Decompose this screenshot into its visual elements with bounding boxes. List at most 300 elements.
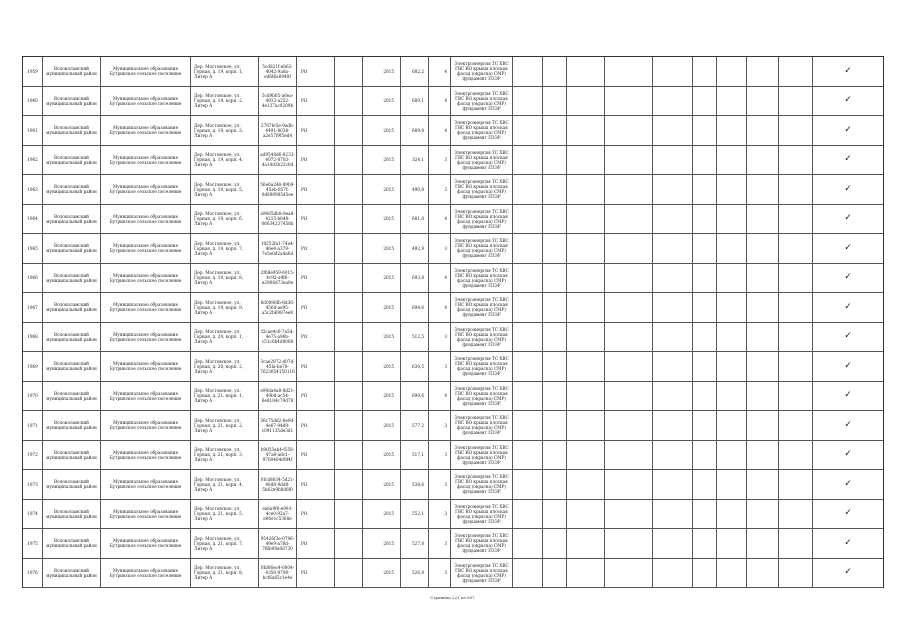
building-id-cell: 5cd821f-eb62-4042-9a8a-edfd6a8940f: [259, 57, 297, 86]
table-row: [23, 146, 883, 176]
municipality-cell: Муниципальное образование Бутринское сельское поселение: [101, 323, 191, 352]
empty-cell: [335, 529, 363, 558]
empty-cell: [335, 175, 363, 204]
empty-cell: [335, 57, 363, 86]
empty-cell: [653, 470, 693, 499]
floors-cell: 3: [429, 234, 451, 263]
empty-cell: [605, 382, 653, 411]
floors-cell: 3: [429, 411, 451, 440]
year-cell: 2015: [363, 87, 401, 116]
empty-cell: [653, 411, 693, 440]
row-number: 1967: [23, 293, 43, 322]
year-cell: 2015: [363, 205, 401, 234]
empty-cell: [543, 382, 567, 411]
empty-cell: [543, 559, 567, 588]
row-number: 1965: [23, 234, 43, 263]
year-cell: 2015: [363, 234, 401, 263]
empty-cell: [605, 323, 653, 352]
empty-cell: [335, 205, 363, 234]
row-number: 1976: [23, 559, 43, 588]
district-cell: Волоколамский муниципальный район: [43, 293, 101, 322]
empty-cell: [567, 323, 605, 352]
type-cell: РО: [297, 234, 335, 263]
empty-cell: [717, 57, 747, 86]
area-cell: 490,8: [401, 175, 429, 204]
municipality-cell: Муниципальное образование Бутринское сельское поселение: [101, 87, 191, 116]
empty-cell: [693, 470, 717, 499]
empty-cell: [513, 175, 543, 204]
empty-cell: [653, 323, 693, 352]
checkmark-cell: ✓: [844, 124, 852, 135]
district-cell: Волоколамский муниципальный район: [43, 382, 101, 411]
empty-cell: [693, 205, 717, 234]
row-number: 1964: [23, 205, 43, 234]
checkmark-cell: ✓: [844, 537, 852, 548]
empty-cell: [605, 441, 653, 470]
address-cell: Дер. Мостовское, ул. Горная, д. 21, корп. 8, Литер А: [191, 559, 259, 588]
empty-cell: [567, 293, 605, 322]
table-row: [23, 411, 883, 441]
row-number: 1960: [23, 87, 43, 116]
empty-cell: [693, 264, 717, 293]
empty-cell: [653, 175, 693, 204]
area-cell: 512,5: [401, 323, 429, 352]
building-id-cell: ad9548d6-8233-4072-8703-4a14d3b22c0d: [259, 146, 297, 175]
type-cell: РО: [297, 116, 335, 145]
empty-cell: [605, 529, 653, 558]
empty-cell: [567, 529, 605, 558]
year-cell: 2015: [363, 382, 401, 411]
table-row: [23, 500, 883, 530]
empty-cell: [747, 529, 779, 558]
year-cell: 2015: [363, 559, 401, 588]
address-cell: Дер. Мостовское, ул. Горная, д. 19, корп. 8, Литер А: [191, 264, 259, 293]
empty-cell: [335, 146, 363, 175]
empty-cell: [779, 205, 813, 234]
address-cell: Дер. Мостовское, ул. Горная, д. 19, корп. 2, Литер А: [191, 87, 259, 116]
empty-cell: [747, 559, 779, 588]
empty-cell: [779, 234, 813, 263]
works-description-cell: Электроэнергия ТС ХВС ГВС ВО крыша плоская фасад (окраска) СМР) фундамент ПЗЭР: [451, 529, 513, 558]
empty-cell: [543, 87, 567, 116]
empty-cell: [717, 116, 747, 145]
type-cell: РО: [297, 559, 335, 588]
type-cell: РО: [297, 146, 335, 175]
building-id-cell: 36c75dd2-8e9d-4e67-94d9-c091135de3d1: [259, 411, 297, 440]
empty-cell: [717, 470, 747, 499]
district-cell: Волоколамский муниципальный район: [43, 441, 101, 470]
building-id-cell: f2cae4c6-7a5d-4e75-a96b-c51c0b4d9008: [259, 323, 297, 352]
empty-cell: [543, 352, 567, 381]
empty-cell: [693, 146, 717, 175]
empty-cell: [605, 87, 653, 116]
works-description-cell: Электроэнергия ТС ХВС ГВС ВО крыша плоская фасад (окраска) СМР) фундамент ПЗЭР: [451, 500, 513, 529]
area-cell: 492,9: [401, 234, 429, 263]
type-cell: РО: [297, 57, 335, 86]
address-cell: Дер. Мостовское, ул. Горная, д. 20, корп. 1, Литер А: [191, 323, 259, 352]
checkmark-cell: ✓: [844, 331, 852, 342]
empty-cell: [717, 293, 747, 322]
empty-cell: [567, 116, 605, 145]
table-row: [23, 264, 883, 294]
empty-cell: [653, 234, 693, 263]
checkmark-cell: ✓: [844, 449, 852, 460]
empty-cell: [335, 87, 363, 116]
works-description-cell: Электроэнергия ТС ХВС ГВС ВО крыша плоская фасад (окраска) СМР) фундамент ПЗЭР: [451, 264, 513, 293]
empty-cell: [747, 175, 779, 204]
address-cell: Дер. Мостовское, ул. Горная, д. 19, корп. 5, Литер А: [191, 175, 259, 204]
municipality-cell: Муниципальное образование Бутринское сельское поселение: [101, 441, 191, 470]
municipality-cell: Муниципальное образование Бутринское сельское поселение: [101, 411, 191, 440]
row-number: 1974: [23, 500, 43, 529]
empty-cell: [747, 382, 779, 411]
area-cell: 577,2: [401, 411, 429, 440]
floors-cell: 4: [429, 264, 451, 293]
empty-cell: [335, 411, 363, 440]
empty-cell: [605, 559, 653, 588]
empty-cell: [747, 411, 779, 440]
empty-cell: [605, 470, 653, 499]
type-cell: РО: [297, 441, 335, 470]
area-cell: 538,6: [401, 470, 429, 499]
empty-cell: [567, 205, 605, 234]
year-cell: 2015: [363, 470, 401, 499]
empty-cell: [747, 293, 779, 322]
area-cell: 694,6: [401, 293, 429, 322]
address-cell: Дер. Мостовское, ул. Горная, д. 21, корп. 2, Литер А: [191, 411, 259, 440]
empty-cell: [567, 87, 605, 116]
empty-cell: [513, 352, 543, 381]
year-cell: 2015: [363, 352, 401, 381]
floors-cell: 3: [429, 500, 451, 529]
building-id-cell: 19252fa1-74a4-46e4-a379-7e5e0d2a4a0d: [259, 234, 297, 263]
works-description-cell: Электроэнергия ТС ХВС ГВС ВО крыша плоская фасад (окраска) СМР) фундамент ПЗЭР: [451, 470, 513, 499]
district-cell: Волоколамский муниципальный район: [43, 559, 101, 588]
building-id-cell: 3cae2972-d07d-45fa-be70-7623654150116: [259, 352, 297, 381]
works-description-cell: Электроэнергия ТС ХВС ГВС ВО крыша плоская фасад (окраска) СМР) фундамент ПЗЭР: [451, 234, 513, 263]
type-cell: РО: [297, 529, 335, 558]
empty-cell: [779, 323, 813, 352]
address-cell: Дер. Мостовское, ул. Горная, д. 21, корп. 1, Литер А: [191, 382, 259, 411]
empty-cell: [513, 57, 543, 86]
empty-cell: [335, 441, 363, 470]
empty-cell: [605, 411, 653, 440]
municipality-cell: Муниципальное образование Бутринское сельское поселение: [101, 529, 191, 558]
table-row: [23, 559, 883, 589]
address-cell: Дер. Мостовское, ул. Горная, д. 19, корп. 1, Литер А: [191, 57, 259, 86]
empty-cell: [747, 470, 779, 499]
empty-cell: [513, 293, 543, 322]
empty-cell: [779, 382, 813, 411]
area-cell: 324,1: [401, 146, 429, 175]
empty-cell: [543, 146, 567, 175]
empty-cell: [513, 146, 543, 175]
address-cell: Дер. Мостовское, ул. Горная, д. 21, корп. 5, Литер А: [191, 500, 259, 529]
checkmark-cell: ✓: [844, 183, 852, 194]
empty-cell: [693, 529, 717, 558]
area-cell: 630,5: [401, 352, 429, 381]
municipality-cell: Муниципальное образование Бутринское сельское поселение: [101, 205, 191, 234]
empty-cell: [779, 500, 813, 529]
empty-cell: [513, 234, 543, 263]
row-number: 1962: [23, 146, 43, 175]
checkmark-cell: ✓: [844, 242, 852, 253]
empty-cell: [513, 87, 543, 116]
empty-cell: [779, 529, 813, 558]
empty-cell: [717, 234, 747, 263]
empty-cell: [653, 441, 693, 470]
municipality-cell: Муниципальное образование Бутринское сельское поселение: [101, 116, 191, 145]
empty-cell: [779, 470, 813, 499]
row-number: 1971: [23, 411, 43, 440]
empty-cell: [717, 87, 747, 116]
empty-cell: [513, 500, 543, 529]
area-cell: 690,6: [401, 382, 429, 411]
empty-cell: [567, 146, 605, 175]
area-cell: 517,1: [401, 441, 429, 470]
checkmark-cell: ✓: [844, 360, 852, 371]
works-description-cell: Электроэнергия ТС ХВС ГВС ВО крыша плоская фасад (окраска) СМР) фундамент ПЗЭР: [451, 559, 513, 588]
empty-cell: [779, 411, 813, 440]
empty-cell: [605, 205, 653, 234]
empty-cell: [693, 500, 717, 529]
area-cell: 552,1: [401, 500, 429, 529]
district-cell: Волоколамский муниципальный район: [43, 146, 101, 175]
table-row: [23, 234, 883, 264]
municipality-cell: Муниципальное образование Бутринское сельское поселение: [101, 264, 191, 293]
area-cell: 693,8: [401, 264, 429, 293]
empty-cell: [779, 175, 813, 204]
row-number: 1973: [23, 470, 43, 499]
empty-cell: [335, 352, 363, 381]
year-cell: 2015: [363, 411, 401, 440]
floors-cell: 4: [429, 293, 451, 322]
empty-cell: [653, 500, 693, 529]
municipality-cell: Муниципальное образование Бутринское сельское поселение: [101, 559, 191, 588]
checkmark-cell: ✓: [844, 508, 852, 519]
floors-cell: 3: [429, 323, 451, 352]
row-number: 1963: [23, 175, 43, 204]
empty-cell: [747, 441, 779, 470]
building-id-cell: 2787fe5e-9adb-4491-8038-a2e57f9f5ed4: [259, 116, 297, 145]
empty-cell: [513, 116, 543, 145]
empty-cell: [335, 382, 363, 411]
table-row: [23, 205, 883, 235]
empty-cell: [543, 57, 567, 86]
empty-cell: [717, 382, 747, 411]
empty-cell: [543, 529, 567, 558]
empty-cell: [653, 352, 693, 381]
row-number: 1961: [23, 116, 43, 145]
municipality-cell: Муниципальное образование Бутринское сельское поселение: [101, 175, 191, 204]
empty-cell: [693, 559, 717, 588]
empty-cell: [693, 411, 717, 440]
empty-cell: [747, 205, 779, 234]
works-description-cell: Электроэнергия ТС ХВС ГВС ВО крыша плоская фасад (окраска) СМР) фундамент ПЗЭР: [451, 352, 513, 381]
table-row: [23, 441, 883, 471]
empty-cell: [513, 529, 543, 558]
empty-cell: [693, 57, 717, 86]
empty-cell: [543, 470, 567, 499]
empty-cell: [717, 441, 747, 470]
empty-cell: [747, 234, 779, 263]
district-cell: Волоколамский муниципальный район: [43, 352, 101, 381]
empty-cell: [653, 116, 693, 145]
empty-cell: [605, 352, 653, 381]
building-id-cell: 5cd9b65-a6ea-4933-a252-4e137ac0209b: [259, 87, 297, 116]
checkmark-cell: ✓: [844, 567, 852, 578]
district-cell: Волоколамский муниципальный район: [43, 175, 101, 204]
table-row: [23, 57, 883, 87]
building-id-cell: 6d0086fb-6d36-4560-ae95-a5c2b6987ee8: [259, 293, 297, 322]
year-cell: 2015: [363, 323, 401, 352]
empty-cell: [567, 234, 605, 263]
empty-cell: [717, 352, 747, 381]
year-cell: 2015: [363, 57, 401, 86]
checkmark-cell: ✓: [844, 272, 852, 283]
empty-cell: [543, 411, 567, 440]
district-cell: Волоколамский муниципальный район: [43, 57, 101, 86]
empty-cell: [335, 500, 363, 529]
area-cell: 681,8: [401, 205, 429, 234]
empty-cell: [779, 87, 813, 116]
municipality-cell: Муниципальное образование Бутринское сельское поселение: [101, 352, 191, 381]
works-description-cell: Электроэнергия ТС ХВС ГВС ВО крыша плоская фасад (окраска) СМР) фундамент ПЗЭР: [451, 293, 513, 322]
empty-cell: [717, 559, 747, 588]
address-cell: Дер. Мостовское, ул. Горная, д. 20, корп. 2, Литер А: [191, 352, 259, 381]
empty-cell: [513, 205, 543, 234]
address-cell: Дер. Мостовское, ул. Горная, д. 21, корп. 7, Литер А: [191, 529, 259, 558]
works-description-cell: Электроэнергия ТС ХВС ГВС ВО крыша плоская фасад (окраска) СМР) фундамент ПЗЭР: [451, 441, 513, 470]
row-number: 1975: [23, 529, 43, 558]
floors-cell: 3: [429, 470, 451, 499]
municipality-cell: Муниципальное образование Бутринское сельское поселение: [101, 234, 191, 263]
empty-cell: [653, 293, 693, 322]
empty-cell: [779, 441, 813, 470]
row-number: 1970: [23, 382, 43, 411]
building-id-cell: 56e6a248-89b9-45eb-857f-0d89098545ee: [259, 175, 297, 204]
empty-cell: [717, 411, 747, 440]
empty-cell: [747, 500, 779, 529]
empty-cell: [567, 57, 605, 86]
floors-cell: 3: [429, 352, 451, 381]
checkmark-cell: ✓: [844, 390, 852, 401]
empty-cell: [693, 293, 717, 322]
year-cell: 2015: [363, 264, 401, 293]
empty-cell: [567, 411, 605, 440]
empty-cell: [513, 323, 543, 352]
empty-cell: [717, 205, 747, 234]
empty-cell: [779, 57, 813, 86]
municipality-cell: Муниципальное образование Бутринское сельское поселение: [101, 293, 191, 322]
district-cell: Волоколамский муниципальный район: [43, 234, 101, 263]
checkmark-cell: ✓: [844, 478, 852, 489]
floors-cell: 4: [429, 87, 451, 116]
works-description-cell: Электроэнергия ТС ХВС ГВС ВО крыша плоская фасад (окраска) СМР) фундамент ПЗЭР: [451, 116, 513, 145]
empty-cell: [567, 264, 605, 293]
empty-cell: [693, 323, 717, 352]
type-cell: РО: [297, 205, 335, 234]
works-description-cell: Электроэнергия ТС ХВС ГВС ВО крыша плоская фасад (окраска) СМР) фундамент ПЗЭР: [451, 205, 513, 234]
row-number: 1959: [23, 57, 43, 86]
floors-cell: 3: [429, 175, 451, 204]
empty-cell: [513, 264, 543, 293]
empty-cell: [693, 87, 717, 116]
checkmark-cell: ✓: [844, 213, 852, 224]
floors-cell: 3: [429, 146, 451, 175]
empty-cell: [567, 559, 605, 588]
works-description-cell: Электроэнергия ТС ХВС ГВС ВО крыша плоская фасад (окраска) СМР) фундамент ПЗЭР: [451, 382, 513, 411]
floors-cell: 3: [429, 529, 451, 558]
floors-cell: 4: [429, 116, 451, 145]
works-description-cell: Электроэнергия ТС ХВС ГВС ВО крыша плоская фасад (окраска) СМР) фундамент ПЗЭР: [451, 146, 513, 175]
district-cell: Волоколамский муниципальный район: [43, 205, 101, 234]
type-cell: РО: [297, 175, 335, 204]
empty-cell: [335, 559, 363, 588]
empty-cell: [779, 116, 813, 145]
empty-cell: [567, 441, 605, 470]
table-row: [23, 87, 883, 117]
empty-cell: [779, 293, 813, 322]
district-cell: Волоколамский муниципальный район: [43, 87, 101, 116]
district-cell: Волоколамский муниципальный район: [43, 323, 101, 352]
empty-cell: [543, 323, 567, 352]
empty-cell: [717, 175, 747, 204]
empty-cell: [779, 264, 813, 293]
empty-cell: [653, 382, 693, 411]
empty-cell: [747, 146, 779, 175]
empty-cell: [543, 175, 567, 204]
empty-cell: [717, 323, 747, 352]
building-id-cell: ea6a9f8-e993-4ce0-92a7-e06e1c5368e: [259, 500, 297, 529]
type-cell: РО: [297, 352, 335, 381]
empty-cell: [605, 264, 653, 293]
table-row: [23, 293, 883, 323]
empty-cell: [605, 146, 653, 175]
empty-cell: [335, 234, 363, 263]
floors-cell: 3: [429, 441, 451, 470]
municipality-cell: Муниципальное образование Бутринское сельское поселение: [101, 470, 191, 499]
building-id-cell: 0fd06ec4-0804-4350-9790-bcf6a65c1e4e: [259, 559, 297, 588]
checkmark-cell: ✓: [844, 95, 852, 106]
row-number: 1969: [23, 352, 43, 381]
empty-cell: [513, 411, 543, 440]
year-cell: 2015: [363, 116, 401, 145]
floors-cell: 4: [429, 205, 451, 234]
empty-cell: [567, 500, 605, 529]
year-cell: 2015: [363, 175, 401, 204]
building-id-cell: a90d5db8-8ea8-4215-b848-06634237458b: [259, 205, 297, 234]
empty-cell: [717, 500, 747, 529]
area-cell: 526,8: [401, 559, 429, 588]
table-row: [23, 175, 883, 205]
address-cell: Дер. Мостовское, ул. Горная, д. 19, корп. 7, Литер А: [191, 234, 259, 263]
type-cell: РО: [297, 323, 335, 352]
table-row: [23, 352, 883, 382]
empty-cell: [747, 57, 779, 86]
works-description-cell: Электроэнергия ТС ХВС ГВС ВО крыша плоская фасад (окраска) СМР) фундамент ПЗЭР: [451, 87, 513, 116]
empty-cell: [543, 116, 567, 145]
table-row: [23, 529, 883, 559]
area-cell: 682,2: [401, 57, 429, 86]
building-id-cell: 95426f3e-0796-49e9-a78d-7f6b09a0d730: [259, 529, 297, 558]
row-number: 1972: [23, 441, 43, 470]
empty-cell: [653, 87, 693, 116]
empty-cell: [693, 116, 717, 145]
type-cell: РО: [297, 293, 335, 322]
empty-cell: [605, 234, 653, 263]
floors-cell: 4: [429, 382, 451, 411]
